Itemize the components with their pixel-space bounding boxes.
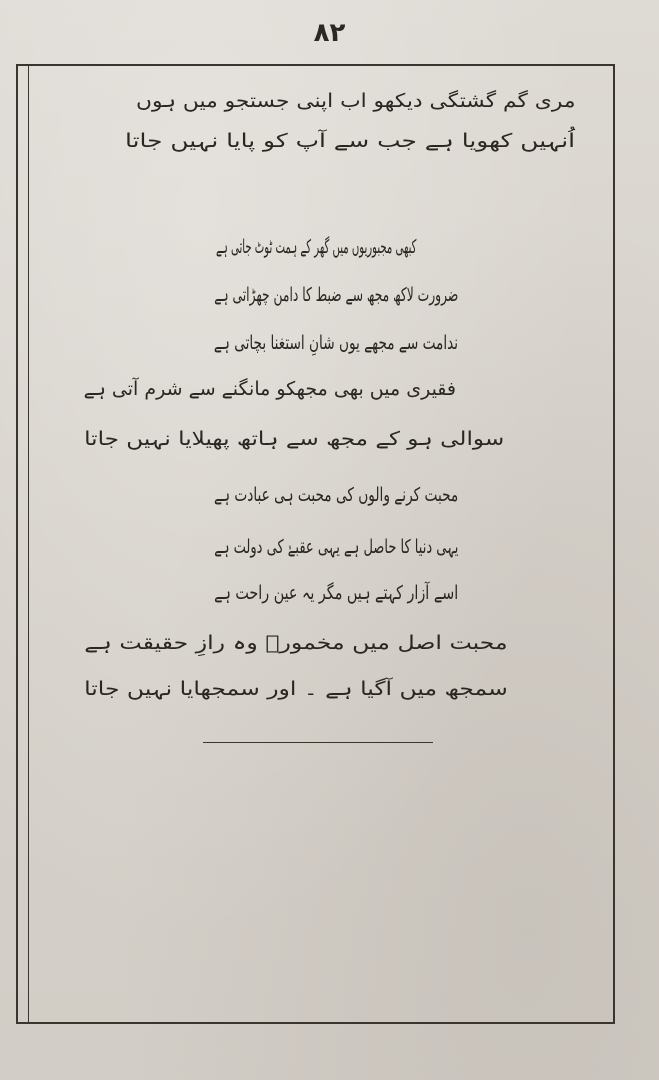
verse-line: یہی دنیا کا حاصل ہے یہی عقبےٰ کی دولت ہے <box>213 536 458 558</box>
verse-line: کبھی مجبوریوں میں گھر کے ہمت ٹوٹ جاتی ہے <box>215 236 416 258</box>
verse-line: مری گم گشتگی دیکھو اب اپنی جستجو میں ہوں <box>135 90 575 112</box>
verse-line: اسے آزار کہتے ہیں مگر یہ عین راحت ہے <box>213 582 458 604</box>
verse-line: سمجھ میں آگیا ہے ۔ اور سمجھایا نہیں جاتا <box>84 678 508 700</box>
verse-line: اُنہیں کھویا ہے جب سے آپ کو پایا نہیں جاتا <box>124 130 575 152</box>
verse-line: محبت کرنے والوں کی محبت ہی عبادت ہے <box>213 484 458 506</box>
page-number: ۸۲ <box>313 18 346 48</box>
verse-line: محبت اصل میں مخمورؔ وہ رازِ حقیقت ہے <box>84 632 508 654</box>
verse-line: ضرورت لاکھ مجھ سے ضبط کا دامن چھڑاتی ہے <box>213 284 458 306</box>
verse-line: ندامت سے مجھے یوں شانِ استغنا بچاتی ہے <box>213 332 458 354</box>
verse-line: سوالی ہو کے مجھ سے ہاتھ پھیلایا نہیں جاتا <box>83 428 504 450</box>
section-divider <box>203 742 433 743</box>
verse-line: فقیری میں بھی مجھکو مانگنے سے شرم آتی ہے <box>83 378 456 400</box>
